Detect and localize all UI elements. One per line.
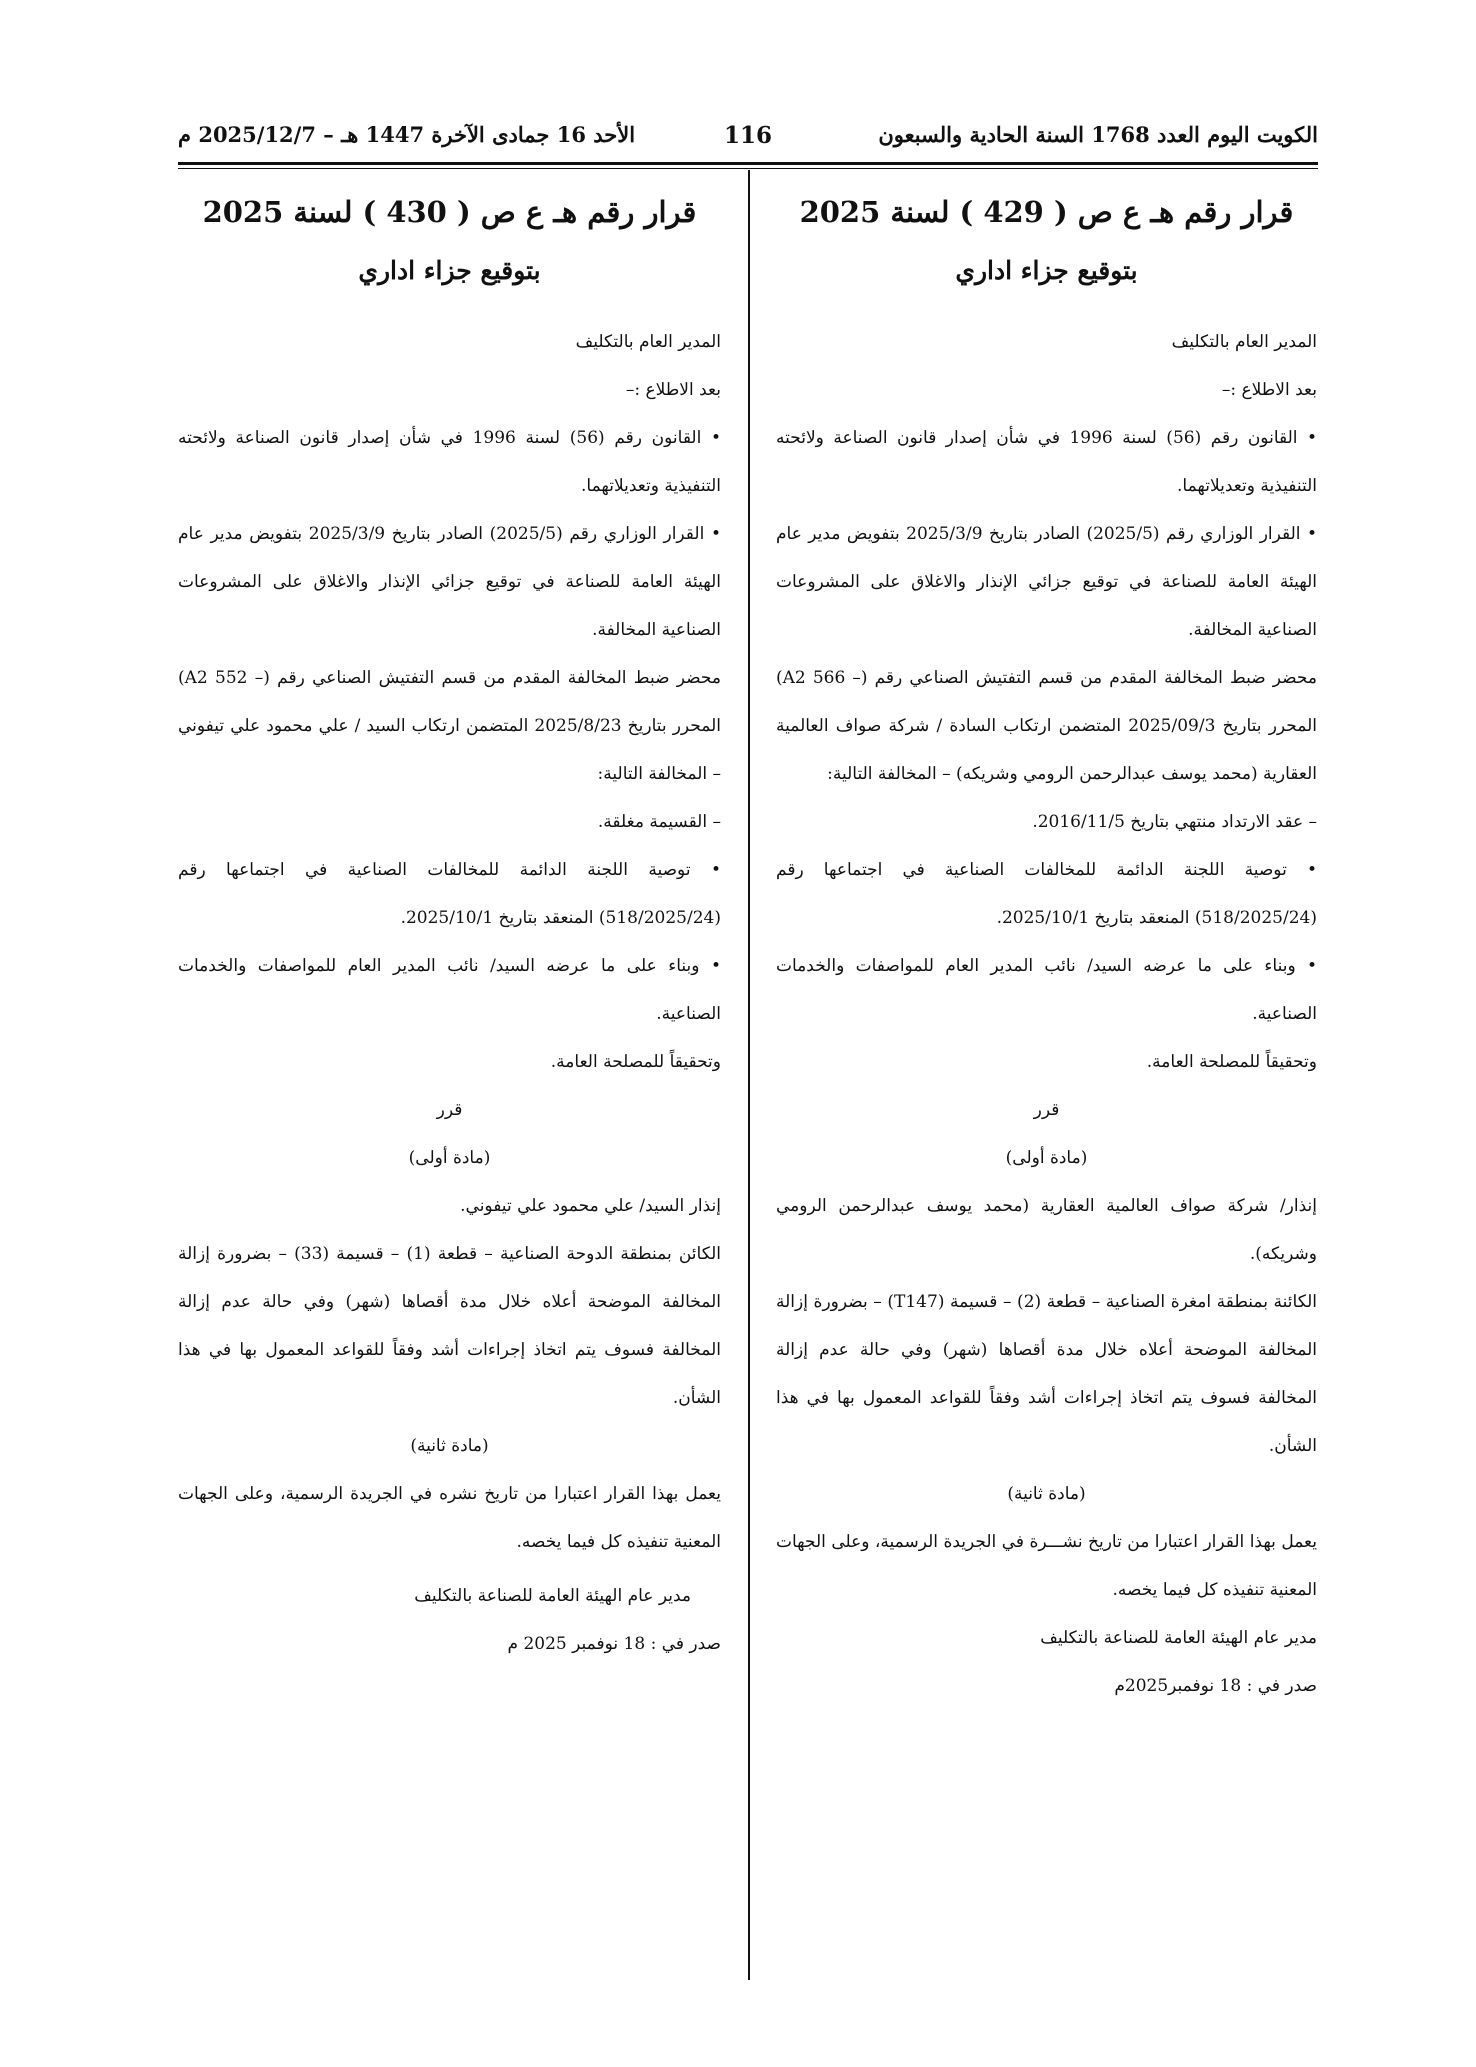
- decision-title: قرار رقم هـ ع ص ( 430 ) لسنة 2025: [202, 195, 697, 229]
- article-1-body: الكائنة بمنطقة امغرة الصناعية – قطعة (2) – قسيمة (T147) – بضرورة إزالة المخالفة الموضحة أعلاه خلال مدة أقصاها (شهر) وفي حالة عدم إزالة المخالفة فسوف يتم اتخاذ إجراءات أشد وفقاً للقواعد المعمول بها في هذا الشأن.: [776, 1292, 1317, 1456]
- decision-title: قرار رقم هـ ع ص ( 429 ) لسنة 2025: [799, 195, 1294, 229]
- issue-date: الأحد 16 جمادى الآخرة 1447 هـ – 2025/12/7 م: [178, 122, 636, 147]
- after-review: بعد الاطلاع :–: [1221, 380, 1317, 400]
- page-number: 116: [723, 122, 772, 149]
- violation-record: محضر ضبط المخالفة المقدم من قسم التفتيش الصناعي رقم (– A2 552) المحرر بتاريخ 2025/8/23 المتضمن ارتكاب السيد / علي محمود علي تيفوني – المخالفة التالية:: [178, 668, 721, 784]
- article-1-subject: إنذار/ شركة صواف العالمية العقارية (محمد يوسف عبدالرحمن الرومي وشريكه).: [776, 1196, 1317, 1264]
- decided-heading: قرر: [436, 1100, 463, 1120]
- public-interest: وتحقيقاً للمصلحة العامة.: [1146, 1052, 1317, 1072]
- committee-recommendation: • توصية اللجنة الدائمة للمخالفات الصناعية في اجتماعها رقم (518/2025/24) المنعقد بتاريخ 2025/10/1.: [776, 860, 1317, 928]
- decision-430: [178, 182, 721, 1668]
- deputy-basis: • وبناء على ما عرضه السيد/ نائب المدير العام للمواصفات والخدمات الصناعية.: [776, 956, 1317, 1024]
- ministerial-reference: • القرار الوزاري رقم (2025/5) الصادر بتاريخ 2025/3/9 بتفويض مدير عام الهيئة العامة للصناعة في توقيع جزائي الإنذار والاغلاق على المشروعات الصناعية المخالفة.: [776, 524, 1318, 640]
- decided-heading: قرر: [1033, 1100, 1060, 1120]
- issued-date: صدر في : 18 نوفمبر2025م: [1114, 1676, 1317, 1696]
- after-review: بعد الاطلاع :–: [625, 380, 721, 400]
- committee-recommendation: • توصية اللجنة الدائمة للمخالفات الصناعية في اجتماعها رقم (518/2025/24) المنعقد بتاريخ 2025/10/1.: [178, 860, 721, 928]
- law-reference: • القانون رقم (56) لسنة 1996 في شأن إصدار قانون الصناعة ولائحته التنفيذية وتعديلاتهما.: [776, 428, 1318, 496]
- signature-line: مدير عام الهيئة العامة للصناعة بالتكليف: [1040, 1628, 1317, 1648]
- public-interest: وتحقيقاً للمصلحة العامة.: [550, 1052, 721, 1072]
- column-divider: [748, 170, 750, 1980]
- article-2-body: يعمل بهذا القرار اعتبارا من تاريخ نشره في الجريدة الرسمية، وعلى الجهات المعنية تنفيذه كل فيما يخصه.: [178, 1484, 721, 1552]
- page-header: [178, 122, 1318, 158]
- violation-item: – عقد الارتداد منتهي بتاريخ 2016/11/5.: [1032, 812, 1317, 832]
- journal-issue: الكويت اليوم العدد 1768 السنة الحادية والسبعون: [878, 122, 1318, 147]
- issuer: المدير العام بالتكليف: [575, 332, 721, 352]
- deputy-basis: • وبناء على ما عرضه السيد/ نائب المدير العام للمواصفات والخدمات الصناعية.: [178, 956, 721, 1024]
- article-2-body: يعمل بهذا القرار اعتبارا من تاريخ نشـــرة في الجريدة الرسمية، وعلى الجهات المعنية تنفيذه كل فيما يخصه.: [776, 1532, 1317, 1600]
- header-rule-thin: [178, 168, 1318, 169]
- ministerial-reference: • القرار الوزاري رقم (2025/5) الصادر بتاريخ 2025/3/9 بتفويض مدير عام الهيئة العامة للصناعة في توقيع جزائي الإنذار والاغلاق على المشروعات الصناعية المخالفة.: [178, 524, 721, 640]
- article-1-subject: إنذار السيد/ علي محمود علي تيفوني.: [460, 1196, 721, 1216]
- article-2-heading: (مادة ثانية): [1007, 1484, 1086, 1504]
- article-2-heading: (مادة ثانية): [410, 1436, 489, 1456]
- decision-subtitle: بتوقيع جزاء اداري: [358, 256, 541, 285]
- law-reference: • القانون رقم (56) لسنة 1996 في شأن إصدار قانون الصناعة ولائحته التنفيذية وتعديلاتهما.: [178, 428, 722, 496]
- header-rule-thick: [178, 162, 1318, 165]
- issued-date: صدر في : 18 نوفمبر 2025 م: [507, 1634, 721, 1654]
- issuer: المدير العام بالتكليف: [1171, 332, 1317, 352]
- article-1-heading: (مادة أولى): [1005, 1148, 1088, 1168]
- signature-line: مدير عام الهيئة العامة للصناعة بالتكليف: [414, 1586, 691, 1606]
- decision-subtitle: بتوقيع جزاء اداري: [955, 256, 1138, 285]
- article-1-body: الكائن بمنطقة الدوحة الصناعية – قطعة (1) – قسيمة (33) – بضرورة إزالة المخالفة الموضحة أعلاه خلال مدة أقصاها (شهر) وفي حالة عدم إزالة المخالفة فسوف يتم اتخاذ إجراءات أشد وفقاً للقواعد المعمول بها في هذا الشأن.: [178, 1244, 722, 1408]
- article-1-heading: (مادة أولى): [408, 1148, 491, 1168]
- violation-record: محضر ضبط المخالفة المقدم من قسم التفتيش الصناعي رقم (– A2 566) المحرر بتاريخ 2025/09/3 المتضمن ارتكاب السادة / شركة صواف العالمية العقارية (محمد يوسف عبدالرحمن الرومي وشريكه) – المخالفة التالية:: [776, 668, 1317, 784]
- decision-429: [776, 182, 1317, 1710]
- violation-item: – القسيمة مغلقة.: [597, 812, 721, 832]
